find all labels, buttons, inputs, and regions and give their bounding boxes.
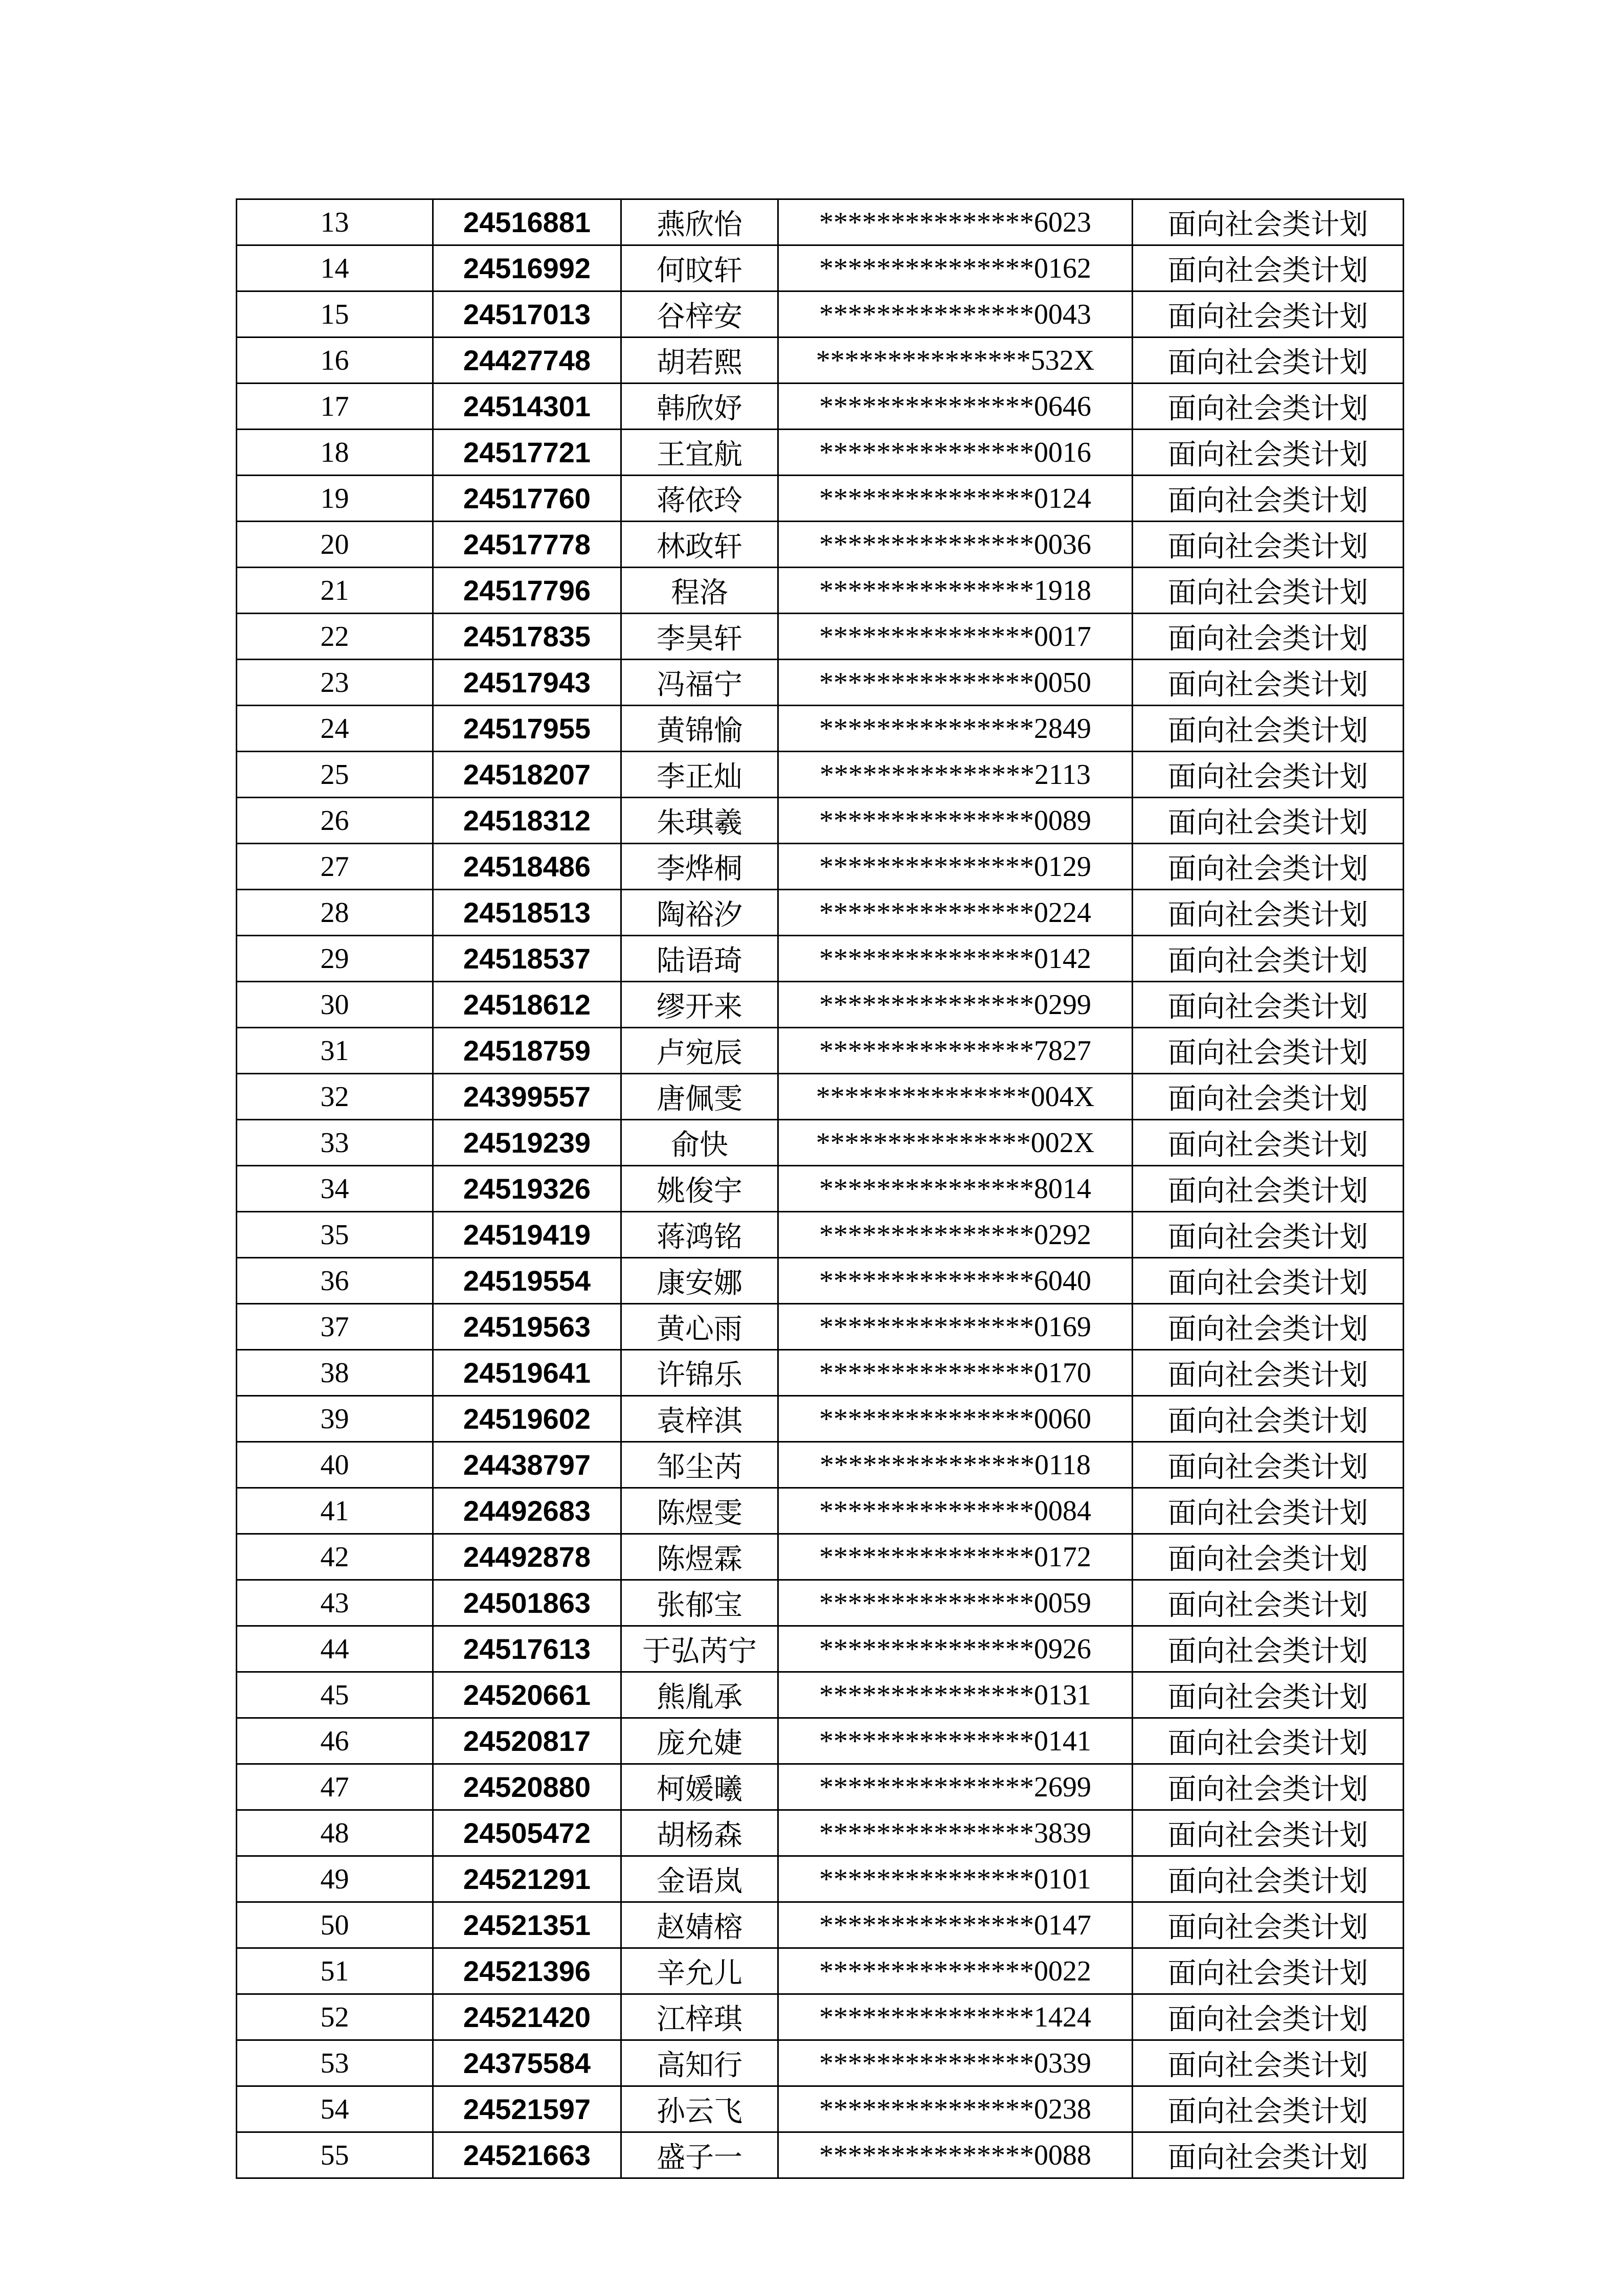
- table-row: [237, 1902, 1404, 1948]
- table-row: [237, 245, 1404, 291]
- plan-type: 面向社会类计划: [1133, 1442, 1404, 1488]
- exam-id: 24516992: [433, 245, 621, 291]
- student-name: 柯媛曦: [621, 1764, 778, 1810]
- student-name: 金语岚: [621, 1856, 778, 1902]
- masked-id-number: ***************6023: [778, 199, 1133, 245]
- masked-id-number: ***************0089: [778, 798, 1133, 844]
- student-name: 冯福宁: [621, 660, 778, 706]
- row-number: 37: [237, 1304, 433, 1350]
- student-name: 林政轩: [621, 522, 778, 568]
- student-name: 庞允婕: [621, 1718, 778, 1764]
- table-row: [237, 1028, 1404, 1074]
- table-row: [237, 384, 1404, 430]
- student-name: 邹尘芮: [621, 1442, 778, 1488]
- table-row: [237, 1212, 1404, 1258]
- student-name: 缪开来: [621, 982, 778, 1028]
- exam-id: 24521420: [433, 1994, 621, 2040]
- plan-type: 面向社会类计划: [1133, 1764, 1404, 1810]
- exam-id: 24521663: [433, 2132, 621, 2178]
- row-number: 33: [237, 1120, 433, 1166]
- plan-type: 面向社会类计划: [1133, 1350, 1404, 1396]
- table-row: [237, 337, 1404, 384]
- masked-id-number: ***************0101: [778, 1856, 1133, 1902]
- table-row: [237, 1810, 1404, 1856]
- plan-type: 面向社会类计划: [1133, 568, 1404, 614]
- student-name: 燕欣怡: [621, 199, 778, 245]
- plan-type: 面向社会类计划: [1133, 1948, 1404, 1994]
- row-number: 44: [237, 1626, 433, 1672]
- plan-type: 面向社会类计划: [1133, 245, 1404, 291]
- masked-id-number: ***************0059: [778, 1580, 1133, 1626]
- student-name: 何旼轩: [621, 245, 778, 291]
- row-number: 32: [237, 1074, 433, 1120]
- student-name: 黄锦愉: [621, 706, 778, 752]
- masked-id-number: ***************0022: [778, 1948, 1133, 1994]
- plan-type: 面向社会类计划: [1133, 522, 1404, 568]
- table-row: [237, 2086, 1404, 2132]
- student-name: 胡若熙: [621, 337, 778, 384]
- student-name: 孙云飞: [621, 2086, 778, 2132]
- plan-type: 面向社会类计划: [1133, 1304, 1404, 1350]
- admission-table: [236, 198, 1404, 2179]
- table-row: [237, 798, 1404, 844]
- table-row: [237, 982, 1404, 1028]
- masked-id-number: ***************1918: [778, 568, 1133, 614]
- masked-id-number: ***************532X: [778, 337, 1133, 384]
- table-row: [237, 1764, 1404, 1810]
- exam-id: 24517955: [433, 706, 621, 752]
- plan-type: 面向社会类计划: [1133, 1672, 1404, 1718]
- row-number: 43: [237, 1580, 433, 1626]
- student-name: 陈煜霖: [621, 1534, 778, 1580]
- row-number: 20: [237, 522, 433, 568]
- exam-id: 24519239: [433, 1120, 621, 1166]
- student-name: 姚俊宇: [621, 1166, 778, 1212]
- exam-id: 24518513: [433, 890, 621, 936]
- row-number: 39: [237, 1396, 433, 1442]
- row-number: 26: [237, 798, 433, 844]
- masked-id-number: ***************0129: [778, 844, 1133, 890]
- row-number: 24: [237, 706, 433, 752]
- masked-id-number: ***************0224: [778, 890, 1133, 936]
- row-number: 45: [237, 1672, 433, 1718]
- table-row: [237, 522, 1404, 568]
- row-number: 16: [237, 337, 433, 384]
- student-name: 熊胤承: [621, 1672, 778, 1718]
- row-number: 18: [237, 430, 433, 476]
- masked-id-number: ***************0170: [778, 1350, 1133, 1396]
- table-row: [237, 660, 1404, 706]
- exam-id: 24519602: [433, 1396, 621, 1442]
- student-name: 谷梓安: [621, 291, 778, 337]
- student-name: 黄心雨: [621, 1304, 778, 1350]
- masked-id-number: ***************2849: [778, 706, 1133, 752]
- student-name: 高知行: [621, 2040, 778, 2086]
- table-row: [237, 890, 1404, 936]
- masked-id-number: ***************0050: [778, 660, 1133, 706]
- masked-id-number: ***************0147: [778, 1902, 1133, 1948]
- masked-id-number: ***************0036: [778, 522, 1133, 568]
- admission-table-body: [237, 199, 1404, 2178]
- row-number: 54: [237, 2086, 433, 2132]
- table-row: [237, 1534, 1404, 1580]
- row-number: 35: [237, 1212, 433, 1258]
- plan-type: 面向社会类计划: [1133, 1488, 1404, 1534]
- table-row: [237, 1580, 1404, 1626]
- table-row: [237, 2040, 1404, 2086]
- masked-id-number: ***************004X: [778, 1074, 1133, 1120]
- student-name: 程洛: [621, 568, 778, 614]
- row-number: 29: [237, 936, 433, 982]
- masked-id-number: ***************0017: [778, 614, 1133, 660]
- masked-id-number: ***************0131: [778, 1672, 1133, 1718]
- plan-type: 面向社会类计划: [1133, 1120, 1404, 1166]
- plan-type: 面向社会类计划: [1133, 890, 1404, 936]
- exam-id: 24514301: [433, 384, 621, 430]
- exam-id: 24519641: [433, 1350, 621, 1396]
- exam-id: 24517943: [433, 660, 621, 706]
- masked-id-number: ***************7827: [778, 1028, 1133, 1074]
- exam-id: 24518612: [433, 982, 621, 1028]
- exam-id: 24520817: [433, 1718, 621, 1764]
- row-number: 48: [237, 1810, 433, 1856]
- plan-type: 面向社会类计划: [1133, 706, 1404, 752]
- masked-id-number: ***************3839: [778, 1810, 1133, 1856]
- masked-id-number: ***************0169: [778, 1304, 1133, 1350]
- table-row: [237, 568, 1404, 614]
- table-row: [237, 430, 1404, 476]
- plan-type: 面向社会类计划: [1133, 384, 1404, 430]
- table-row: [237, 706, 1404, 752]
- masked-id-number: ***************002X: [778, 1120, 1133, 1166]
- table-row: [237, 1350, 1404, 1396]
- masked-id-number: ***************8014: [778, 1166, 1133, 1212]
- student-name: 许锦乐: [621, 1350, 778, 1396]
- table-row: [237, 614, 1404, 660]
- exam-id: 24520661: [433, 1672, 621, 1718]
- plan-type: 面向社会类计划: [1133, 1718, 1404, 1764]
- plan-type: 面向社会类计划: [1133, 844, 1404, 890]
- table-row: [237, 1304, 1404, 1350]
- exam-id: 24521597: [433, 2086, 621, 2132]
- student-name: 卢宛辰: [621, 1028, 778, 1074]
- masked-id-number: ***************0646: [778, 384, 1133, 430]
- table-row: [237, 1672, 1404, 1718]
- row-number: 14: [237, 245, 433, 291]
- student-name: 李昊轩: [621, 614, 778, 660]
- exam-id: 24518759: [433, 1028, 621, 1074]
- plan-type: 面向社会类计划: [1133, 1810, 1404, 1856]
- table-row: [237, 936, 1404, 982]
- exam-id: 24519419: [433, 1212, 621, 1258]
- student-name: 辛允儿: [621, 1948, 778, 1994]
- plan-type: 面向社会类计划: [1133, 1028, 1404, 1074]
- exam-id: 24517013: [433, 291, 621, 337]
- row-number: 17: [237, 384, 433, 430]
- plan-type: 面向社会类计划: [1133, 2132, 1404, 2178]
- table-row: [237, 1948, 1404, 1994]
- plan-type: 面向社会类计划: [1133, 982, 1404, 1028]
- exam-id: 24517835: [433, 614, 621, 660]
- exam-id: 24399557: [433, 1074, 621, 1120]
- table-row: [237, 1442, 1404, 1488]
- exam-id: 24517721: [433, 430, 621, 476]
- exam-id: 24517760: [433, 476, 621, 522]
- plan-type: 面向社会类计划: [1133, 1994, 1404, 2040]
- row-number: 27: [237, 844, 433, 890]
- plan-type: 面向社会类计划: [1133, 1534, 1404, 1580]
- exam-id: 24516881: [433, 199, 621, 245]
- masked-id-number: ***************0141: [778, 1718, 1133, 1764]
- exam-id: 24517613: [433, 1626, 621, 1672]
- plan-type: 面向社会类计划: [1133, 291, 1404, 337]
- student-name: 王宜航: [621, 430, 778, 476]
- plan-type: 面向社会类计划: [1133, 752, 1404, 798]
- plan-type: 面向社会类计划: [1133, 337, 1404, 384]
- row-number: 19: [237, 476, 433, 522]
- row-number: 36: [237, 1258, 433, 1304]
- plan-type: 面向社会类计划: [1133, 1902, 1404, 1948]
- exam-id: 24521291: [433, 1856, 621, 1902]
- row-number: 25: [237, 752, 433, 798]
- table-row: [237, 1994, 1404, 2040]
- exam-id: 24492683: [433, 1488, 621, 1534]
- row-number: 42: [237, 1534, 433, 1580]
- student-name: 陈煜雯: [621, 1488, 778, 1534]
- masked-id-number: ***************2113: [778, 752, 1133, 798]
- student-name: 盛子一: [621, 2132, 778, 2178]
- table-row: [237, 1074, 1404, 1120]
- masked-id-number: ***************0299: [778, 982, 1133, 1028]
- masked-id-number: ***************0016: [778, 430, 1133, 476]
- table-row: [237, 1396, 1404, 1442]
- row-number: 15: [237, 291, 433, 337]
- masked-id-number: ***************0292: [778, 1212, 1133, 1258]
- table-row: [237, 1856, 1404, 1902]
- row-number: 53: [237, 2040, 433, 2086]
- student-name: 胡杨森: [621, 1810, 778, 1856]
- table-row: [237, 1166, 1404, 1212]
- masked-id-number: ***************1424: [778, 1994, 1133, 2040]
- exam-id: 24519554: [433, 1258, 621, 1304]
- exam-id: 24501863: [433, 1580, 621, 1626]
- student-name: 俞快: [621, 1120, 778, 1166]
- exam-id: 24518207: [433, 752, 621, 798]
- plan-type: 面向社会类计划: [1133, 1626, 1404, 1672]
- table-row: [237, 291, 1404, 337]
- exam-id: 24519326: [433, 1166, 621, 1212]
- table-row: [237, 1626, 1404, 1672]
- table-row: [237, 752, 1404, 798]
- exam-id: 24517796: [433, 568, 621, 614]
- masked-id-number: ***************0238: [778, 2086, 1133, 2132]
- student-name: 赵婧榕: [621, 1902, 778, 1948]
- exam-id: 24518537: [433, 936, 621, 982]
- student-name: 蒋依玲: [621, 476, 778, 522]
- plan-type: 面向社会类计划: [1133, 1396, 1404, 1442]
- masked-id-number: ***************2699: [778, 1764, 1133, 1810]
- student-name: 张郁宝: [621, 1580, 778, 1626]
- plan-type: 面向社会类计划: [1133, 660, 1404, 706]
- plan-type: 面向社会类计划: [1133, 430, 1404, 476]
- masked-id-number: ***************6040: [778, 1258, 1133, 1304]
- plan-type: 面向社会类计划: [1133, 1856, 1404, 1902]
- table-row: [237, 1488, 1404, 1534]
- row-number: 50: [237, 1902, 433, 1948]
- masked-id-number: ***************0084: [778, 1488, 1133, 1534]
- exam-id: 24521396: [433, 1948, 621, 1994]
- student-name: 江梓琪: [621, 1994, 778, 2040]
- masked-id-number: ***************0043: [778, 291, 1133, 337]
- student-name: 李正灿: [621, 752, 778, 798]
- table-row: [237, 1120, 1404, 1166]
- table-row: [237, 2132, 1404, 2178]
- exam-id: 24518486: [433, 844, 621, 890]
- plan-type: 面向社会类计划: [1133, 614, 1404, 660]
- row-number: 46: [237, 1718, 433, 1764]
- masked-id-number: ***************0088: [778, 2132, 1133, 2178]
- row-number: 28: [237, 890, 433, 936]
- student-name: 康安娜: [621, 1258, 778, 1304]
- masked-id-number: ***************0172: [778, 1534, 1133, 1580]
- plan-type: 面向社会类计划: [1133, 1212, 1404, 1258]
- table-row: [237, 199, 1404, 245]
- plan-type: 面向社会类计划: [1133, 936, 1404, 982]
- student-name: 唐佩雯: [621, 1074, 778, 1120]
- row-number: 40: [237, 1442, 433, 1488]
- row-number: 34: [237, 1166, 433, 1212]
- row-number: 21: [237, 568, 433, 614]
- table-row: [237, 1718, 1404, 1764]
- exam-id: 24517778: [433, 522, 621, 568]
- plan-type: 面向社会类计划: [1133, 1074, 1404, 1120]
- plan-type: 面向社会类计划: [1133, 2086, 1404, 2132]
- student-name: 于弘芮宁: [621, 1626, 778, 1672]
- plan-type: 面向社会类计划: [1133, 476, 1404, 522]
- masked-id-number: ***************0118: [778, 1442, 1133, 1488]
- row-number: 22: [237, 614, 433, 660]
- exam-id: 24521351: [433, 1902, 621, 1948]
- table-row: [237, 1258, 1404, 1304]
- exam-id: 24438797: [433, 1442, 621, 1488]
- student-name: 陶裕汐: [621, 890, 778, 936]
- row-number: 47: [237, 1764, 433, 1810]
- student-name: 陆语琦: [621, 936, 778, 982]
- student-name: 韩欣妤: [621, 384, 778, 430]
- exam-id: 24427748: [433, 337, 621, 384]
- plan-type: 面向社会类计划: [1133, 2040, 1404, 2086]
- table-row: [237, 476, 1404, 522]
- row-number: 31: [237, 1028, 433, 1074]
- masked-id-number: ***************0926: [778, 1626, 1133, 1672]
- row-number: 49: [237, 1856, 433, 1902]
- plan-type: 面向社会类计划: [1133, 798, 1404, 844]
- plan-type: 面向社会类计划: [1133, 1580, 1404, 1626]
- student-name: 朱琪羲: [621, 798, 778, 844]
- exam-id: 24375584: [433, 2040, 621, 2086]
- row-number: 55: [237, 2132, 433, 2178]
- row-number: 51: [237, 1948, 433, 1994]
- row-number: 13: [237, 199, 433, 245]
- plan-type: 面向社会类计划: [1133, 1166, 1404, 1212]
- exam-id: 24520880: [433, 1764, 621, 1810]
- row-number: 23: [237, 660, 433, 706]
- masked-id-number: ***************0339: [778, 2040, 1133, 2086]
- row-number: 38: [237, 1350, 433, 1396]
- student-name: 袁梓淇: [621, 1396, 778, 1442]
- table-row: [237, 844, 1404, 890]
- masked-id-number: ***************0162: [778, 245, 1133, 291]
- exam-id: 24505472: [433, 1810, 621, 1856]
- masked-id-number: ***************0142: [778, 936, 1133, 982]
- masked-id-number: ***************0124: [778, 476, 1133, 522]
- plan-type: 面向社会类计划: [1133, 1258, 1404, 1304]
- student-name: 蒋鸿铭: [621, 1212, 778, 1258]
- exam-id: 24518312: [433, 798, 621, 844]
- plan-type: 面向社会类计划: [1133, 199, 1404, 245]
- exam-id: 24492878: [433, 1534, 621, 1580]
- masked-id-number: ***************0060: [778, 1396, 1133, 1442]
- row-number: 30: [237, 982, 433, 1028]
- row-number: 52: [237, 1994, 433, 2040]
- exam-id: 24519563: [433, 1304, 621, 1350]
- row-number: 41: [237, 1488, 433, 1534]
- student-name: 李烨桐: [621, 844, 778, 890]
